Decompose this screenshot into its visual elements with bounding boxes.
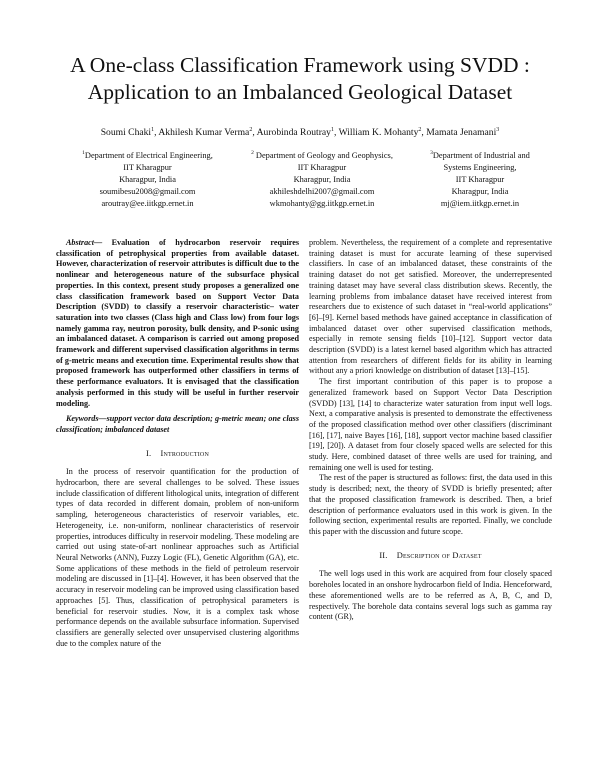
author: Soumi Chaki$^1$ [100,127,155,139]
affiliation-1: $^1$Department of Electrical Engineering, IIT Kharagpur Kharagpur, India soumibesu2008@gmail.com aroutray@ee.iitkgp.ernet.in [60,147,235,210]
section-heading-dataset: II. Description of Dataset [379,550,482,560]
affiliation-3: $^3$Department of Industrial and Systems Engineering, IIT Kharagpur Kharagpur, India mj@iem.iitkgp.ernet.in [410,147,550,210]
email-link[interactable]: wkmohanty@gg.iitkgp.ernet.in [269,198,375,208]
email-link[interactable]: mj@iem.iitkgp.ernet.in [440,198,520,208]
author: William K. Mohanty$^2$ [338,127,422,139]
section-heading-introduction: I. Introduction [145,448,209,458]
email-link[interactable]: akhileshdelhi2007@gmail.com [269,186,375,196]
right-column [309,238,552,623]
abstract [56,238,299,409]
author: Akhilesh Kumar Verma$^2$ [158,127,253,139]
keywords: Keywords—support vector data description; g-metric mean; one class classification; imbalanced dataset [56,414,299,434]
paragraph: The rest of the paper is structured as follows: first, the data used in this study is described; next, the theory of SVDD is briefly presented; after that the proposed classification framework is described. Then, a brief description of performance evaluators used in this work is given. In the following section, experimental results are reported. Finally, we conclude this paper with the discussion and future scope. [309,473,552,536]
left-column [56,238,299,649]
paper-title [20,52,580,106]
email-link[interactable]: soumibesu2008@gmail.com [99,186,196,196]
paragraph: In the process of reservoir quantification for the production of hydrocarbon, there are several challenges to be solved. These issues include classification of different lithological units, integration of different types of data recorded in different domain, problem of non-uniform sampling, heterogeneous characteristics of reservoir variables, etc. Heterogeneity, i.e. non-uniform, nonlinear characteristics of reservoir properties, introduces difficulty in reservoir modeling. These modeling are carried out using state-of-art nonlinear approaches such as Artificial Neural Networks (ANN), Fuzzy Logic (FL), Genetic Algorithm (GA), etc. Some applications of these methods in the field of petroleum reservoir modeling are discussed in [1]–[4]. However, it has been observed that the accuracy in reservoir modeling can be improved using classification based approaches [5]. Thus, classification of petrophysical parameters is beneficial for reservoir studies. Now, it is a complex task whose performance depends on the available subsurface information. Supervised classifiers are generally selected over unsupervised clustering algorithms due to the complex nature of the [56,467,299,648]
author: Mamata Jenamani$^3$ [426,127,500,139]
author: Aurobinda Routray$^1$ [256,127,334,139]
paragraph: problem. Nevertheless, the requirement of a complete and representative training dataset is must for accurate learning of these supervised classifiers. In case of an imbalanced dataset, these constraints of the training dataset do not get satisfied. Moreover, the underrepresented training dataset may have several class distribution skews. Recently, the learning problems from imbalance dataset have received interest from researchers due to existence of such dataset in “real-world applications” [6]–[9]. Kernel based methods have gained acceptance in classification of imbalanced dataset over other supervised classification methods, especially in remote sensing fields [10]–[12]. Support vector data description (SVDD) is a latest kernel based algorithm which has attracted attention from researchers of different fields for its ability in learning without any a priori knowledge on distribution of dataset [13]–[15]. [309,238,552,376]
abstract-label: Abstract [66,238,94,247]
paragraph: The first important contribution of this paper is to propose a generalized framework based on Support Vector Data Description (SVDD) [13], [14] to characterize water saturation from input well logs. Next, a comparative analysis is presented to demonstrate the effectiveness of the proposed classification method over other classifiers (discriminant [16], [17], naive Bayes [16], [18], support vector machine based classifier [19], [20]). A dataset from four closely spaced wells are selected for this study. Here, combined dataset of three wells are used for training, and remaining one well is used for testing. [309,377,552,472]
author-list: Soumi Chaki$^1$, Akhilesh Kumar Verma$^2$, Aurobinda Routray$^1$, William K. Mohanty$^2$, Mamata Jenamani$^3$ [100,127,500,139]
abstract-text: — Evaluation of hydrocarbon reservoir requires classification of petrophysical properties from available dataset. However, characterization of reservoir attributes is difficult due to the nonlinear and heterogeneous nature of the subsurface physical properties. In this context, present study proposes a generalized one class classification framework based on Support Vector Data Description (SVDD) to classify a reservoir characteristic– water saturation into two classes (Class high and Class low) from four logs namely gamma ray, neutron porosity, bulk density, and P-sonic using an imbalanced dataset. A comparison is carried out among proposed framework and different supervised classification algorithms in terms of g-metric means and execution time. Experimental results show that proposed framework has outperformed other classifiers in terms of these performance evaluators. It is envisaged that the classification analysis performed in this study will be useful in further reservoir modeling. [56,238,299,408]
paragraph: The well logs used in this work are acquired from four closely spaced boreholes located in an onshore hydrocarbon field of India. Henceforward, these aforementioned wells are to be referred as A, B, C, and D, respectively. The borehole data contains several logs such as gamma ray content (GR), [309,569,552,622]
email-link[interactable]: aroutray@ee.iitkgp.ernet.in [101,198,194,208]
affiliation-2: $^2$ Department of Geology and Geophysics, IIT Kharagpur Kharagpur, India akhileshdelhi2007@gmail.com wkmohanty@gg.iitkgp.ernet.in [232,147,412,210]
title-line-2: Application to an Imbalanced Geological Dataset [87,80,513,104]
title-line-1: A One-class Classification Framework using SVDD : [70,53,530,77]
